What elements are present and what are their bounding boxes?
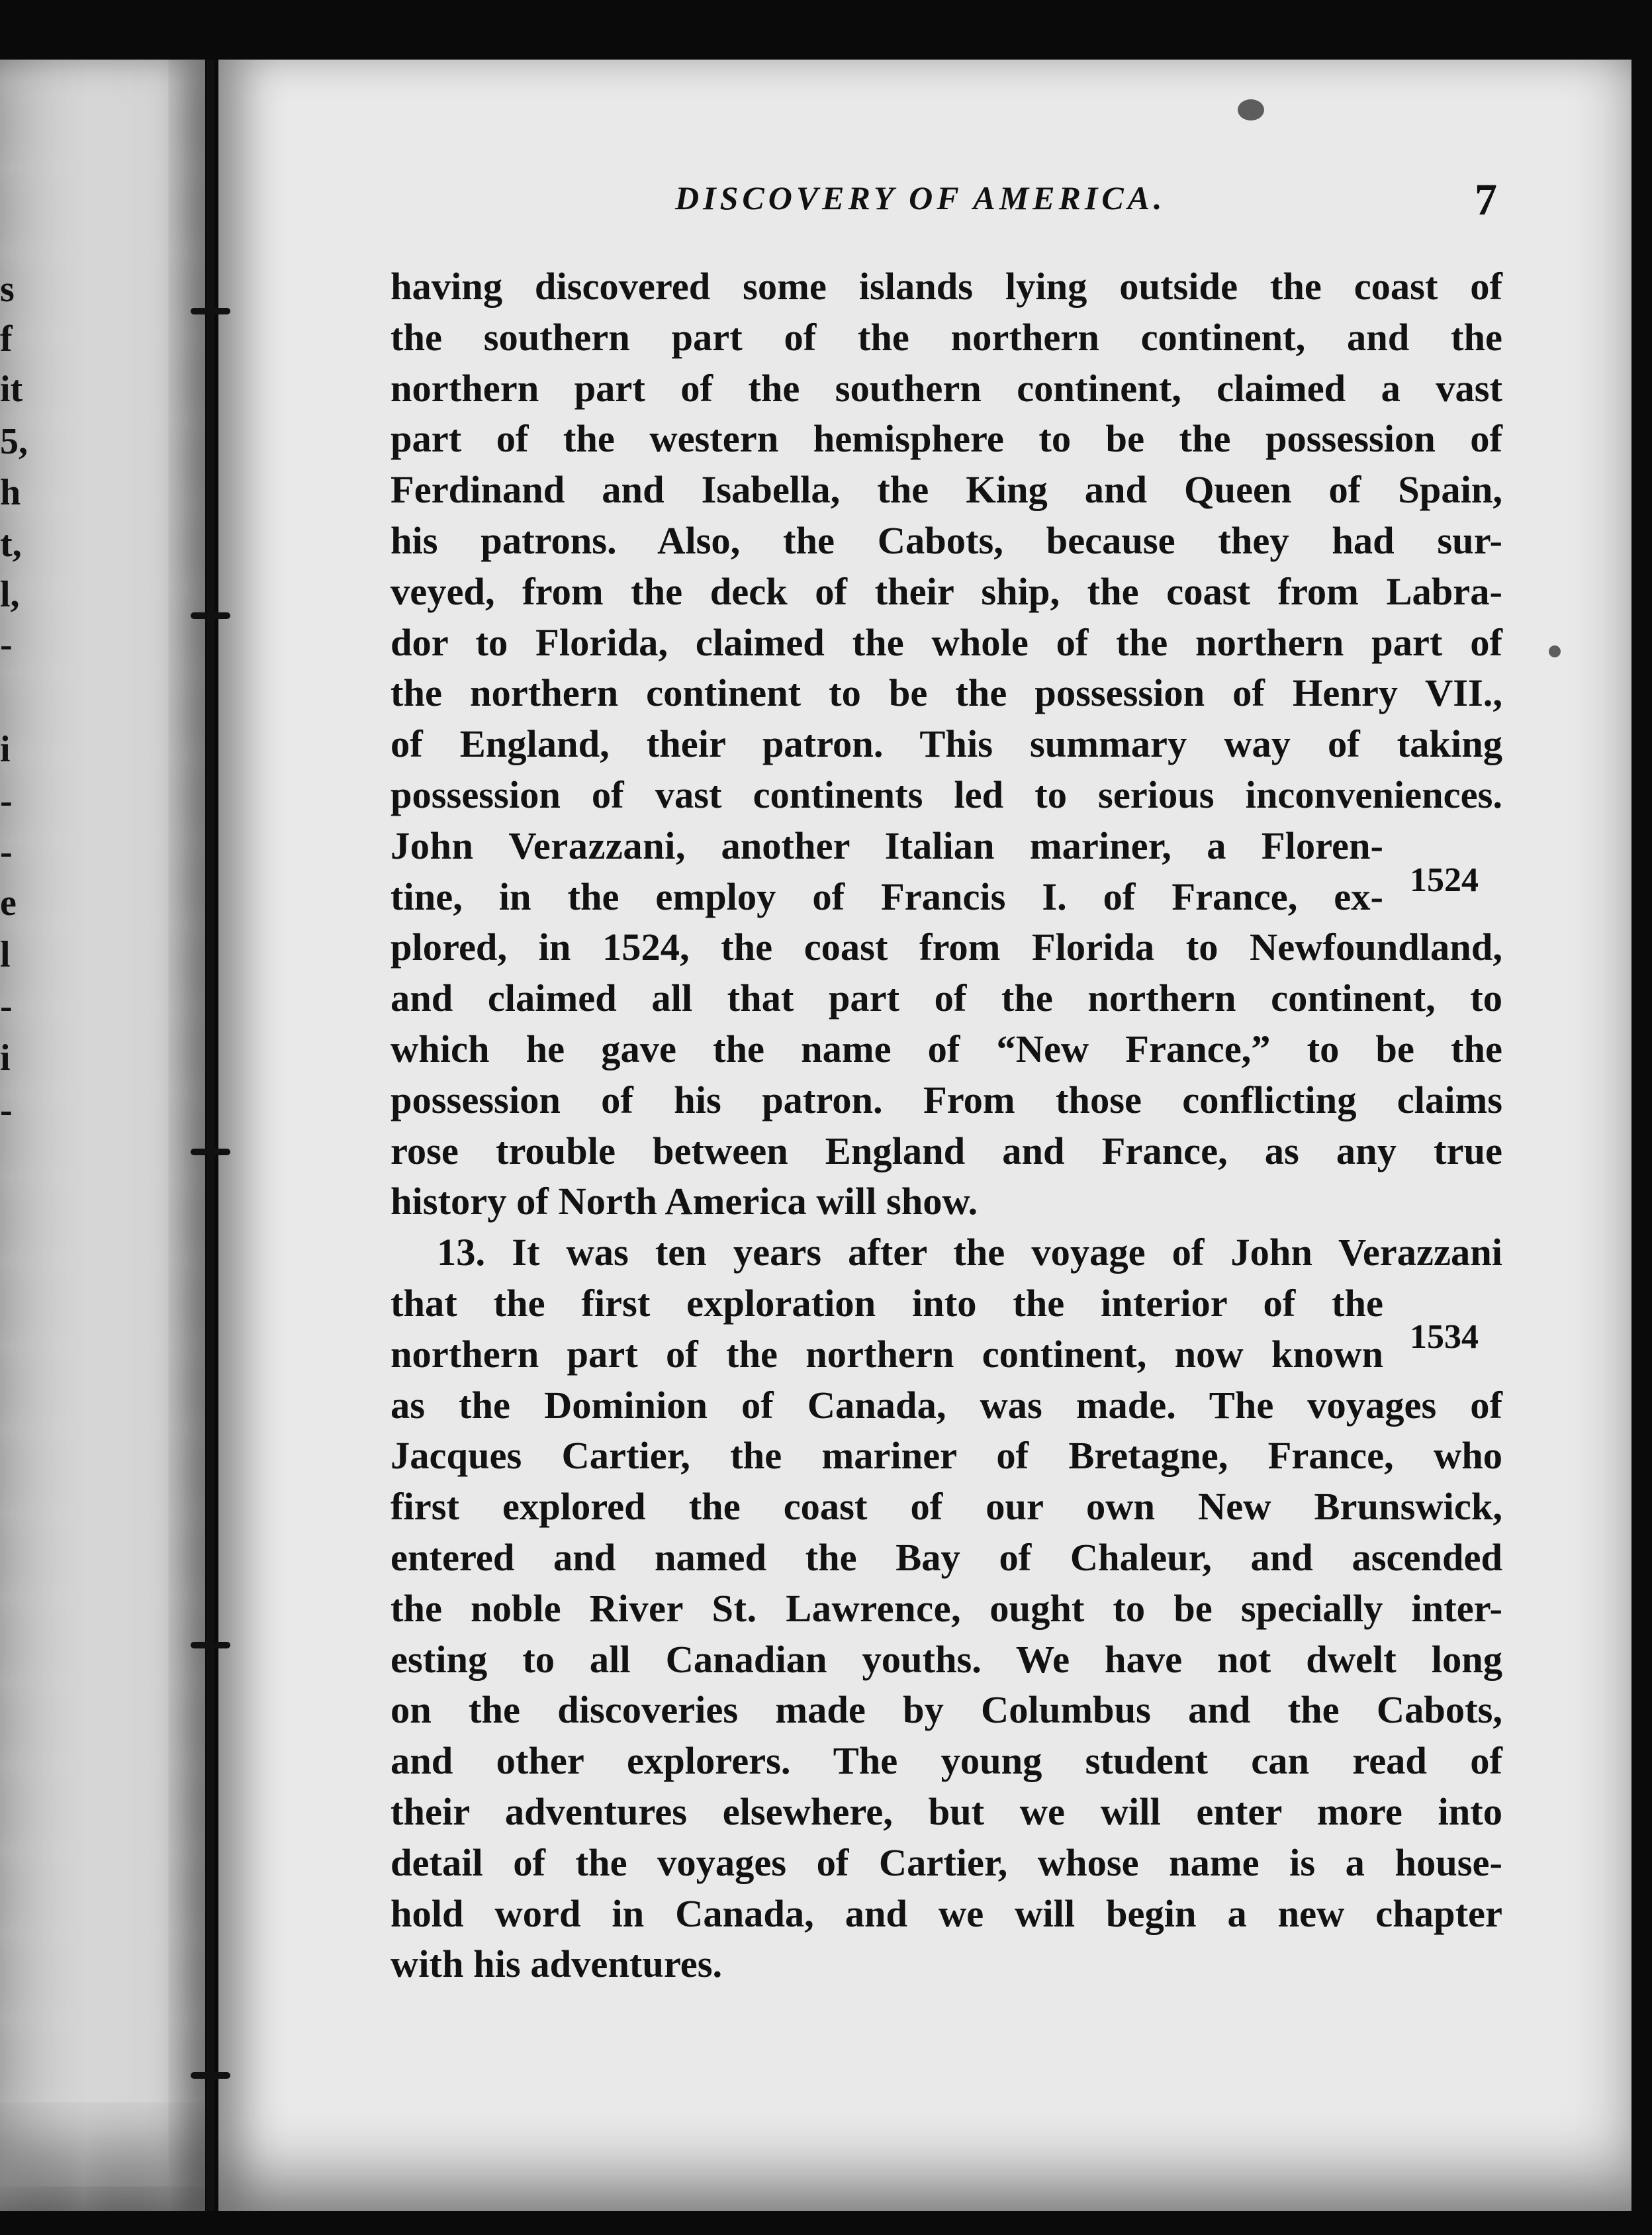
text-line: entered and named the Bay of Chaleur, and ascended: [390, 1535, 1502, 1579]
text-line: tine, in the employ of Francis I. of France, ex-: [390, 875, 1383, 918]
person-name: John Verazzani,: [390, 824, 686, 867]
text-line: history of North America will show.: [390, 1180, 978, 1223]
body-text: [390, 262, 1502, 1990]
text-line: part of the western hemisphere to be the possession of: [390, 417, 1502, 461]
fragment: e: [0, 882, 17, 924]
text-line: [390, 821, 1383, 872]
fragment: l: [0, 934, 11, 975]
binding-stitch: [191, 1149, 230, 1155]
text-line: that the first exploration into the interior of the: [390, 1281, 1383, 1325]
binding-thread: [206, 60, 214, 2211]
text-line: the southern part of the northern continent, and the: [390, 315, 1502, 359]
text-line: which he gave the name of “New France,” to be the: [390, 1027, 1502, 1070]
binding-stitch: [191, 612, 230, 619]
text-line: with his adventures.: [390, 1942, 723, 1986]
binding-stitch: [191, 2072, 230, 2079]
text-line: northern part of the northern continent, now known: [390, 1332, 1383, 1376]
text-line: Jacques Cartier, the mariner of Bretagne, France, who: [390, 1434, 1502, 1478]
facing-page-edge: [0, 60, 205, 2211]
text-line: and other explorers. The young student can read of: [390, 1739, 1502, 1783]
text-line: detail of the voyages of Cartier, whose name is a house-: [390, 1840, 1502, 1884]
page-number: 7: [1475, 174, 1497, 224]
text-line: veyed, from the deck of their ship, the coast from Labra-: [390, 569, 1502, 613]
fragment: -: [0, 986, 13, 1027]
text-line: of England, their patron. This summary way of taking: [390, 722, 1502, 766]
text-line: [390, 1584, 1502, 1635]
fragment: t,: [0, 524, 22, 565]
margin-year-1534: 1534: [1410, 1318, 1479, 1356]
text-run: the noble: [390, 1586, 590, 1630]
text-line: 13. It was ten years after the voyage of John Verazzani: [437, 1231, 1502, 1274]
text-run: ought to be specially inter-: [961, 1586, 1502, 1630]
fragment: f: [0, 318, 13, 359]
text-line: on the discoveries made by Columbus and the Cabots,: [390, 1688, 1502, 1732]
binding-stitch: [191, 1642, 230, 1648]
text-line: the northern continent to be the possession of Henry VII.,: [390, 671, 1502, 715]
fragment: 5,: [0, 421, 28, 462]
text-line: their adventures elsewhere, but we will enter more into: [390, 1789, 1502, 1833]
text-line: his patrons. Also, the Cabots, because they had sur-: [390, 518, 1502, 562]
text-line: esting to all Canadian youths. We have not dwelt long: [390, 1637, 1502, 1681]
fragment: l,: [0, 574, 20, 615]
text-line: having discovered some islands lying outside the coast of: [390, 265, 1502, 308]
fragment: -: [0, 781, 13, 822]
fragment: i: [0, 729, 11, 770]
running-header: DISCOVERY OF AMERICA.: [675, 179, 1166, 216]
text-line: first explored the coast of our own New Brunswick,: [390, 1485, 1502, 1529]
place-name: River St. Lawrence,: [589, 1586, 962, 1630]
fragment: i: [0, 1037, 11, 1078]
binding-stitch: [191, 308, 230, 314]
ink-smudge: [1238, 99, 1264, 120]
fragment: s: [0, 269, 15, 310]
text-line: hold word in Canada, and we will begin a new chapter: [390, 1891, 1502, 1935]
text-line: possession of his patron. From those conflicting claims: [390, 1078, 1502, 1121]
fragment: -: [0, 1090, 13, 1131]
text-run: another Italian mariner, a Floren-: [686, 824, 1383, 867]
text-line: and claimed all that part of the northern continent, to: [390, 976, 1502, 1020]
text-line: northern part of the southern continent, claimed a vast: [390, 366, 1502, 410]
fragment: -: [0, 832, 13, 873]
ink-smudge: [1549, 645, 1561, 657]
text-line: Ferdinand and Isabella, the King and Queen of Spain,: [390, 468, 1502, 512]
text-line: dor to Florida, claimed the whole of the northern part of: [390, 620, 1502, 664]
fragment: -: [0, 624, 13, 665]
text-line: plored, in 1524, the coast from Florida to Newfoundland,: [390, 926, 1502, 969]
text-line: rose trouble between England and France, as any true: [390, 1129, 1502, 1172]
text-line: possession of vast continents led to serious inconveniences.: [390, 773, 1502, 816]
fragment: h: [0, 472, 21, 513]
text-line: as the Dominion of Canada, was made. The voyages of: [390, 1383, 1502, 1427]
fragment: it: [0, 369, 23, 410]
margin-year-1524: 1524: [1410, 861, 1479, 899]
